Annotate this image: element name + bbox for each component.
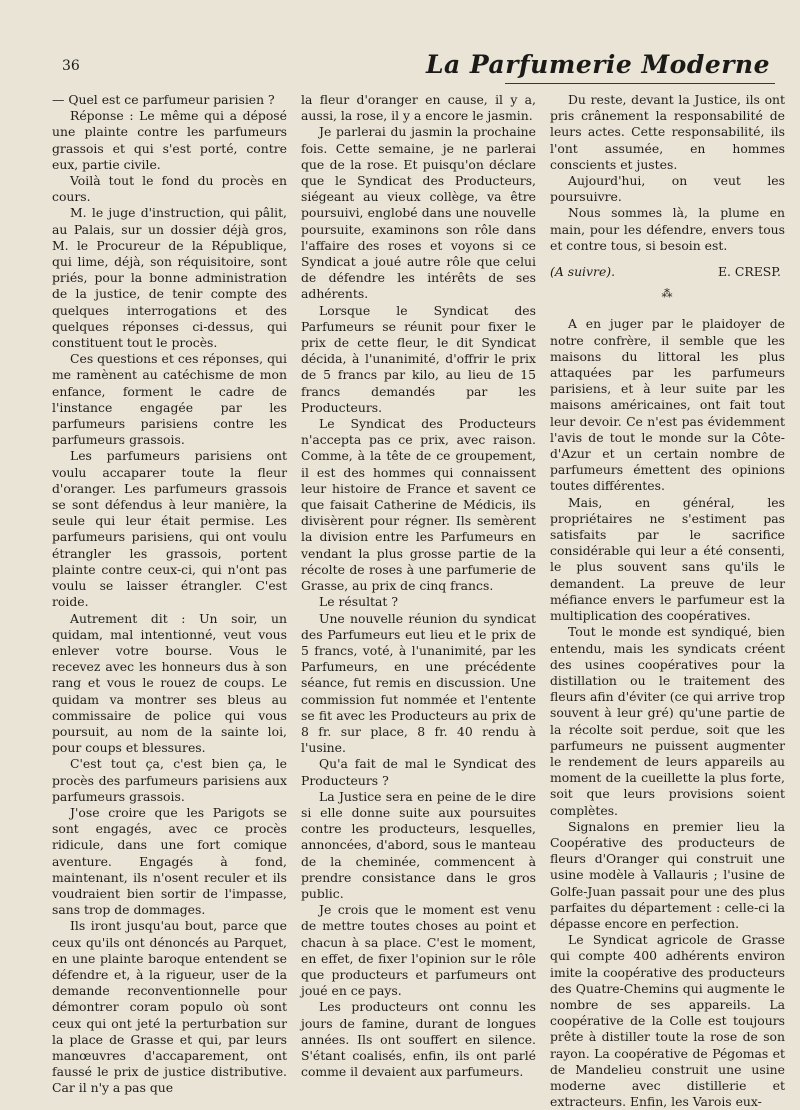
column-2	[301, 92, 536, 1080]
paragraph: Je parlerai du jasmin la prochaine fois. Cette semaine, je ne parlerai que de la rose. Et puisqu'on déclare que le Syndicat des Producteurs, siégeant au vieux collège, va être poursuivi, englobé dans une nouvelle poursuite, examinons son rôle dans l'affaire des roses et voyons si ce Syndicat a joué autre rôle que celui de défendre les intérêts de ses adhérents.	[301, 124, 536, 302]
paragraph: J'ose croire que les Parigots se sont engagés, avec ce procès ridicule, dans une fort comique aventure. Engagés à fond, maintenant, ils n'osent reculer et ils voudraient bien sortir de l'impasse, sans trop de dommages.	[52, 804, 287, 918]
paragraph: Signalons en premier lieu la Coopérative des producteurs de fleurs d'Oranger qui construit une usine modèle à Vallauris ; l'usine de Golfe-Juan passait pour une des plus parfaites du département : celle-ci la dépasse encore en perfection.	[550, 818, 785, 931]
paragraph: la fleur d'oranger en cause, il y a, aussi, la rose, il y a encore le jasmin.	[301, 92, 536, 124]
paragraph: Aujourd'hui, on veut les poursuivre.	[550, 173, 785, 205]
to-be-continued: (A suivre).	[550, 264, 616, 280]
paragraph: Les producteurs ont connu les jours de famine, durant de longues années. Ils ont souffert en silence. S'étant coalisés, enfin, ils ont parlé comme il devaient aux parfumeurs.	[301, 999, 536, 1080]
paragraph: La Justice sera en peine de le dire si elle donne suite aux poursuites contre les producteurs, lesquelles, annoncées, d'abord, sous le manteau de la cheminée, commencent à prendre consistance dans le gros public.	[301, 788, 536, 901]
paragraph: Le résultat ?	[319, 594, 398, 610]
paragraph: Qu'a fait de mal le Syndicat des Producteurs ?	[301, 756, 536, 788]
paragraph: Nous sommes là, la plume en main, pour les défendre, envers tous et contre tous, si besoin est.	[550, 205, 785, 253]
paragraph: Ces questions et ces réponses, qui me ramènent au catéchisme de mon enfance, forment le cadre de l'instance engagée par les parfumeurs parisiens contre les parfumeurs grassois.	[52, 351, 287, 448]
paragraph: Le Syndicat des Producteurs n'accepta pas ce prix, avec raison. Comme, à la tête de ce groupement, il est des hommes qui connaissent leur histoire de France et savent ce que faisait Catherine de Médicis, ils divisèrent pour régner. Ils semèrent la division entre les Parfumeurs en vendant la plus grosse partie de la récolte de roses à une parfumerie de Grasse, au prix de cinq francs.	[301, 416, 536, 594]
paragraph: Tout le monde est syndiqué, bien entendu, mais les syndicats créent des usines coopératives pour la distillation ou le traitement des fleurs afin d'éviter (ce qui arrive trop souvent à leur gré) qu'une partie de la récolte soit perdue, soit que les parfumeurs ne puissent augmenter le rendement de leurs appareils au moment de la cueillette la plus forte, soit que leurs provisions soient complètes.	[550, 624, 785, 818]
paragraph: Une nouvelle réunion du syndicat des Parfumeurs eut lieu et le prix de 5 francs, voté, à l'unanimité, par les Parfumeurs, en une précédente séance, fut remis en discussion. Une commission fut nommée et l'entente se fit avec les Producteurs au prix de 8 fr. sur place, 8 fr. 40 rendu à l'usine.	[301, 610, 536, 756]
author-name: E. CRESP.	[717, 264, 781, 280]
column-3	[550, 92, 785, 1110]
paragraph: Lorsque le Syndicat des Parfumeurs se réunit pour fixer le prix de cette fleur, le dit Syndicat décida, à l'unanimité, d'offrir le prix de 5 francs par kilo, au lieu de 15 francs demandés par les Producteurs.	[301, 302, 536, 415]
paragraph: Voilà tout le fond du procès en cours.	[52, 173, 287, 205]
section-separator: ⁂	[661, 287, 674, 301]
column-1	[52, 92, 287, 1096]
masthead-rule	[505, 83, 775, 84]
paragraph: Les parfumeurs parisiens ont voulu accaparer toute la fleur d'oranger. Les parfumeurs grassois se sont défendus à leur manière, la seule qui leur était permise. Les parfumeurs parisiens, qui ont voulu étrangler les grassois, portent plainte contre ceux-ci, qui n'ont pas voulu se laisser étrangler. C'est roide.	[52, 448, 287, 610]
paragraph: — Quel est ce parfumeur parisien ?	[52, 92, 275, 107]
article-signature	[550, 264, 781, 280]
article-columns	[52, 92, 787, 1110]
paragraph: Je crois que le moment est venu de mettre toutes choses au point et chacun à sa place. C'est le moment, en effet, de fixer l'opinion sur le rôle que producteurs et parfumeurs ont joué en ce pays.	[301, 902, 536, 999]
page-number: 36	[62, 58, 80, 74]
masthead-title: La Parfumerie Moderne	[425, 50, 770, 79]
paragraph: Le Syndicat agricole de Grasse qui compte 400 adhérents environ imite la coopérative des producteurs des Quatre-Chemins qui augmente le nombre de ses appareils. La coopérative de la Colle est toujours prête à distiller toute la rose de son rayon. La coopérative de Pégomas et de Mandelieu construit une usine moderne avec distillerie et extracteurs. Enfin, les Varois eux-	[550, 932, 785, 1110]
paragraph: Autrement dit : Un soir, un quidam, mal intentionné, veut vous enlever votre bourse. Vous le recevez avec les honneurs dus à son rang et vous le rouez de coups. Le quidam va montrer ses bleus au commissaire de police qui vous poursuit, au nom de la sainte loi, pour coups et blessures.	[52, 610, 287, 756]
paragraph: A en juger par le plaidoyer de notre confrère, il semble que les maisons du littoral les plus attaquées par les parfumeurs parisiens, et à leur suite par les maisons américaines, ont fait tout leur devoir. Ce n'est pas évidemment l'avis de tout le monde sur la Côte-d'Azur et un certain nombre de parfumeurs émettent des opinions toutes différentes.	[550, 316, 785, 494]
paragraph: M. le juge d'instruction, qui pâlit, au Palais, sur un dossier déjà gros, M. le Procureur de la République, qui lime, déjà, son réquisitoire, sont priés, pour la bonne administration de la justice, de tenir compte des quelques interrogations et des quelques réponses ci-dessus, qui constituent tout le procès.	[52, 205, 287, 351]
paragraph: Réponse : Le même qui a déposé une plainte contre les parfumeurs grassois et qui s'est porté, contre eux, partie civile.	[52, 108, 287, 172]
paragraph: C'est tout ça, c'est bien ça, le procès des parfumeurs parisiens aux parfumeurs grassois.	[52, 756, 287, 804]
paragraph: Ils iront jusqu'au bout, parce que ceux qu'ils ont dénoncés au Parquet, en une plainte baroque entendent se défendre et, à la rigueur, user de la demande reconventionnelle pour démontrer coram populo où sont ceux qui ont jeté la perturbation sur la place de Grasse et qui, par leurs manœuvres d'accaparement, ont faussé le prix de justice distributive. Car il n'y a pas que	[52, 918, 287, 1096]
paragraph: Mais, en général, les propriétaires ne s'estiment pas satisfaits par le sacrifice considérable qui leur a été consenti, le plus souvent sans qu'ils le demandent. La preuve de leur méfiance envers le parfumeur est la multiplication des coopératives.	[550, 494, 785, 624]
paragraph: Du reste, devant la Justice, ils ont pris crânement la responsabilité de leurs actes. Cette responsabilité, ils l'ont assumée, en hommes conscients et justes.	[550, 92, 785, 172]
